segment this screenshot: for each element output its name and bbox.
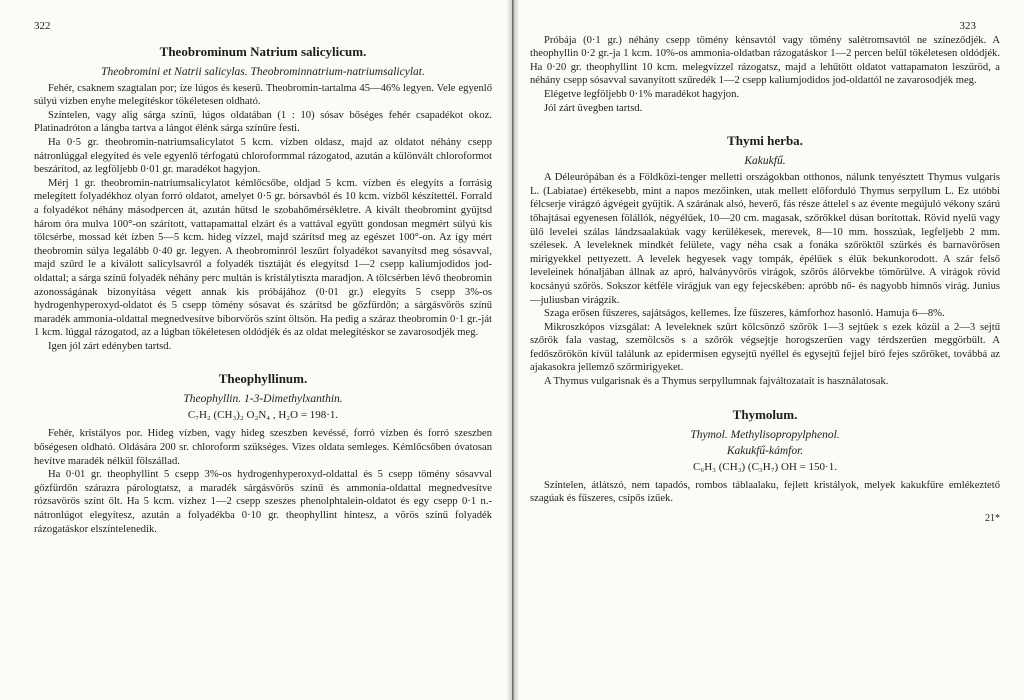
paragraph: Jól zárt üvegben tartsd.	[544, 102, 643, 114]
chemical-formula: C₆H₃ (CH₃) (C₃H₇) OH = 150·1.	[693, 460, 837, 473]
paragraph: Ha 0·01 gr. theophyllint 5 csepp 3%-os hydrogenhyperoxyd-oldattal és 5 csepp tömény sósavval gőzfürdőn szárazra párologtatsz, a maradék sárgásvörös színű és ammonia-oldattal megnedvesítve rózsavörös színt ölt. Ha 5 kcm. vízhez 1—2 csepp szeszes phenolphtalein-oldatot és egy csepp 0·1 n.-nátronlúgot elegyítesz, azután a folyadékba 0·10 gr. theophyllint hintesz, a vörös színű folyadék rázogatáskor elszíntelenedik.	[34, 469, 492, 535]
section-title-thymolum: Thymolum.	[732, 406, 798, 422]
paragraph: Fehér, kristályos por. Hideg vízben, vagy hideg szeszben kevéssé, forró vízben és forró szeszben bőségesen oldható. Oldására 200 sr. chloroform szükséges. Vizes oldata semleges. Kémlőcsőben óvatosan hevítve maradék nélkül fölszállad.	[34, 428, 492, 467]
paragraph: A Thymus vulgarisnak és a Thymus serpyllumnak fajváltozatait is használatosak.	[544, 376, 889, 388]
paragraph: Próbája (0·1 gr.) néhány csepp tömény kénsavtól vagy tömény salétromsavtól ne színeződjék. A theophyllin 0·2 gr.-ja 1 kcm. 10%-os ammonia-oldatban rázogatáskor 1—2 percen belül tökéletesen oldódjék. Ha 0·20 gr. theophyllint 10 kcm. melegvízzel rázogatsz, majd a lehűtött oldatot vattapamaton leszűröd, a néhány csepp sósavval savanyított szűredék 1—2 csepp kaliumjodidos jod-oldattól ne zavarosodjék meg.	[530, 34, 1000, 87]
right-page	[512, 0, 1024, 700]
paragraph: Fehér, csaknem szagtalan por; íze lúgos és keserű. Theobromin-tartalma 45—46% legyen. Vele egyenlő súlyú vízben enyhe melegítéskor tökéletesen oldható.	[34, 82, 492, 108]
paragraph: Színtelen, vagy alig sárga színű, lúgos oldatában (1 : 10) sósav bőséges fehér csapadékot okoz. Platinadróton a lángba tartva a lángot élénk sárga színűre festi.	[34, 109, 492, 135]
paragraph: Mikroszkópos vizsgálat: A leveleknek szűrt kölcsönző szőrök 1—3 sejtűek s ezek közül a 2—3 sejtű szőrök fala vastag, szemölcsös s a szőrök végsejtje horogszerűen vagy térdszerűen meggörbült. A fedőszőrökön kívül találunk az epidermisen egysejtű nyéllel és egysejtű fejjel bíró fejes szőröket, továbbá az ajakasokra jellemző szőrmirigyeket.	[530, 321, 1000, 374]
paragraph: Igen jól zárt edényben tartsd.	[48, 340, 172, 352]
chemical-formula: C₇H₂ (CH₃)₂ O₂N₄ , H₂O = 198·1.	[187, 409, 339, 422]
section-subtitle-theobrominum: Theobromini et Natrii salicylas. Theobrominnatrium-natriumsalicylat.	[101, 65, 425, 78]
section-subtitle-thymi-herba: Kakukfű.	[744, 155, 786, 168]
section-title-theophyllinum: Theophyllinum.	[218, 371, 308, 387]
section-title-theobrominum: Theobrominum Natrium salicylicum.	[159, 43, 367, 59]
section-subtitle-thymolum: Thymol. Methylisopropylphenol.	[690, 428, 840, 441]
page-number-right: 323	[959, 20, 976, 32]
paragraph: Mérj 1 gr. theobromin-natriumsalicylatot kémlőcsőbe, oldjad 5 kcm. vízben és elegyíts a forrásig melegített folyadékhoz olyan forró oldatot, amelyet 0·5 gr. bórsavból és 10 kcm. vízből készítettél. Forrald a folyadékot néhány másodpercen át, azután hűtsd le szobahőmérsékletre. A kivált theobromint gyűjtsd három óra mulva 100°-on szárított, vattapamattal elzárt és a vattával együtt gondosan megmért súlyú kis tölcsérbe, mossad két ízben 5—5 kcm. hideg vízzel, majd szárítsd meg az egészet 100°-on. Az így mért theobromin súlya legalább 0·40 gr. legyen. A theobrominról leszűrt folyadékot savanyítsd meg sósavval, majd szűrd le a kiválott salicylsavról a folyadék tisztáját és elegyítsd 1—2 csepp kaliumjodidos jod-oldattal; a sárga színű folyadék néhány perc multán is kristálytiszta maradjon. A tölcsérben lévő theobromin azonosságának bizonyítása végett annak kis próbájához (0·01 gr.) elegyíts 5 csepp 3%-os hydrogenhyperoxyd-oldatot és 5 csepp tömény sósavat és szárítsd be gőzfürdőn; a sárgásvörös színű maradék ammonia-oldattal megnedvesítve bíborvörös színt öltsön. Ha pedig a száraz theobromin 0·1 gr.-ját 1 kcm. lúggal rázogatod, az a lúgban tökéletesen oldódjék és az oldat melegítéskor se zavarosodjék meg.	[34, 177, 492, 339]
paragraph: Szaga erősen fűszeres, sajátságos, kellemes. Íze fűszeres, kámforhoz hasonló. Hamuja 6—8%.	[544, 308, 945, 320]
section-subtitle-theophyllinum: Theophyllin. 1-3-Dimethylxanthin.	[183, 393, 343, 406]
paragraph: A Déleurópában és a Földközi-tenger melletti országokban otthonos, nálunk tenyésztett Thymus vulgaris L. (Labiatae) értékesebb, mint a napos mezőinken, utak mellett előforduló Thymus serpyllum L. Ez utóbbi félcserje virágzó ágvégeit gyűjtik. A szárának alsó, heverő, fás része áttelel s az évente megújuló vékony szárú tőhajtásai egyenesen fölállók, négyélűek, 10—20 cm. magasak, szőrökkel dúsan borítottak. Rövid nyelű vagy ülő levelei szálas lándzsaalakúak vagy kerülékesek, merevek, 8—10 mm. hosszúak, legfeljebb 2 mm. szélesek. A leveleknek mindkét felülete, vagy néha csak a fonáka szőröktől szürkés és barnavörösen mirigyekkel pettyezett. A levelek hegyesek vagy tompák, épélűek s élük bekunkorodott. A szár felső leveleinek hónaljában állnak az apró, halványvörös virágok, szőrös álörvekbe tömörülve. A virágok rövid kocsányú szőrös. Sokszor kétféle virágjuk van egy fejecskében: apróbb nő- és nagyobb hímnős virág. Junius—juliusban virágzik.	[530, 172, 1000, 306]
section-subtitle-thymolum-2: Kakukfű-kámfor.	[726, 444, 804, 457]
page-number-left: 322	[34, 20, 51, 32]
signature-mark: 21*	[985, 512, 1000, 524]
paragraph: Ha 0·5 gr. theobromin-natriumsalicylatot 5 kcm. vízben oldasz, majd az oldatot néhány csepp nátronlúggal elegyíted és vele egyenlő térfogatú chloroformmal rázogatod, azután a különvált chloroformot beszárítod, az legföljebb 0·01 gr. maradékot hagyjon.	[34, 136, 492, 176]
section-title-thymi-herba: Thymi herba.	[727, 133, 803, 149]
paragraph: Színtelen, átlátszó, nem tapadós, rombos táblaalaku, fejlett kristályok, melyek kakukfűre emlékeztető szagúak és fűszeres, csípős ízűek.	[530, 479, 1000, 505]
paragraph: Elégetve legföljebb 0·1% maradékot hagyjon.	[544, 88, 740, 100]
